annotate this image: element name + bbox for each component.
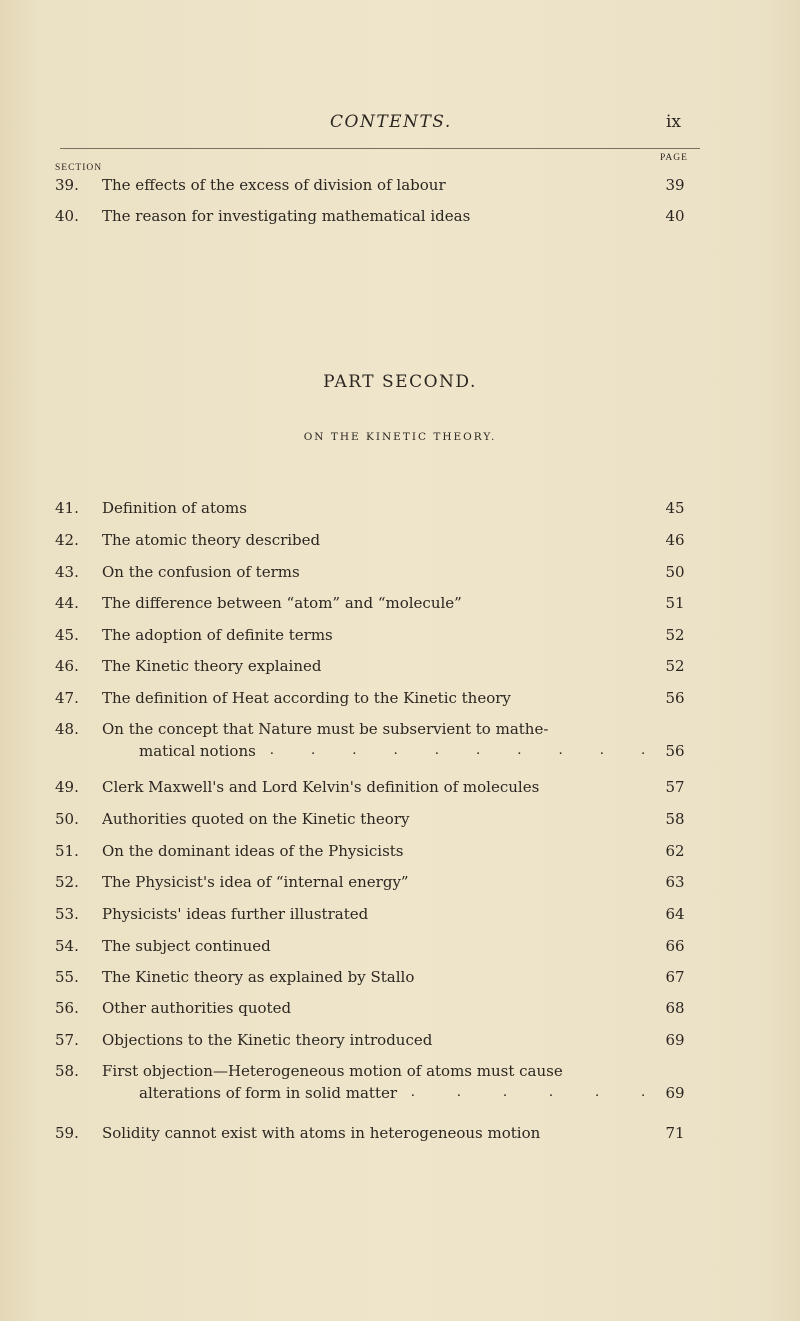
section-column-label: SECTION: [55, 163, 103, 173]
section-number: 55.: [55, 968, 79, 986]
page-number: 51: [665, 594, 685, 612]
page-number: 58: [665, 810, 685, 828]
section-number: 48.: [55, 720, 79, 738]
running-head: [0, 112, 800, 136]
section-number: 53.: [55, 905, 79, 923]
page-number: 67: [665, 968, 685, 986]
section-number: 59.: [55, 1124, 79, 1142]
page-number: 69: [665, 1084, 685, 1102]
section-number: 54.: [55, 937, 79, 955]
section-number: 52.: [55, 873, 79, 891]
section-title: The atomic theory described: [102, 531, 321, 549]
page-number: 57: [665, 778, 685, 796]
section-number: 50.: [55, 810, 79, 828]
section-number: 43.: [55, 563, 79, 581]
section-title: The Physicist's idea of “internal energy”: [102, 873, 409, 891]
section-title: On the concept that Nature must be subservient to mathe-: [102, 720, 549, 738]
section-title: The adoption of definite terms: [102, 626, 333, 644]
section-number: 51.: [55, 842, 79, 860]
page-number: 40: [665, 207, 685, 225]
section-number: 58.: [55, 1062, 79, 1080]
section-title: The definition of Heat according to the Kinetic theory: [102, 689, 511, 707]
section-title: The subject continued: [102, 937, 271, 955]
section-title: Objections to the Kinetic theory introduced: [102, 1031, 433, 1049]
section-title: The Kinetic theory explained: [102, 657, 322, 675]
page-number: 64: [665, 905, 685, 923]
section-number: 45.: [55, 626, 79, 644]
page-number: 52: [665, 626, 685, 644]
leader-dots: . . . . . .: [411, 1084, 645, 1100]
page-number: 45: [665, 499, 685, 517]
section-title: Definition of atoms: [102, 499, 247, 517]
page-number: 39: [665, 176, 685, 194]
part-subheading: ON THE KINETIC THEORY.: [303, 431, 497, 443]
section-number: 46.: [55, 657, 79, 675]
page-number: 66: [665, 937, 685, 955]
section-title: Other authorities quoted: [102, 999, 292, 1017]
page-column-label: PAGE: [660, 153, 688, 163]
page-number: 68: [665, 999, 685, 1017]
section-title-continuation: matical notions: [139, 742, 256, 760]
section-number: 49.: [55, 778, 79, 796]
section-number: 40.: [55, 207, 79, 225]
section-title-continuation: alterations of form in solid matter: [139, 1084, 398, 1102]
running-head-title: CONTENTS.: [330, 112, 452, 132]
page-number: 62: [665, 842, 685, 860]
section-title: The difference between “atom” and “molecule”: [102, 594, 462, 612]
section-title: Physicists' ideas further illustrated: [102, 905, 369, 923]
page-number: 71: [665, 1124, 685, 1142]
page-number: 63: [665, 873, 685, 891]
page-number: 56: [665, 742, 685, 760]
section-title: The Kinetic theory as explained by Stallo: [102, 968, 415, 986]
section-title: Authorities quoted on the Kinetic theory: [102, 810, 410, 828]
part-heading: PART SECOND.: [323, 372, 477, 392]
page-number: 52: [665, 657, 685, 675]
head-rule: [60, 148, 700, 149]
section-title: On the confusion of terms: [102, 563, 300, 581]
section-number: 41.: [55, 499, 79, 517]
section-number: 44.: [55, 594, 79, 612]
section-title: On the dominant ideas of the Physicists: [102, 842, 404, 860]
leader-dots: . . . . . . . . . .: [270, 742, 645, 758]
page-number: 56: [665, 689, 685, 707]
page-number: 46: [665, 531, 685, 549]
section-title: Solidity cannot exist with atoms in heterogeneous motion: [102, 1124, 541, 1142]
section-number: 47.: [55, 689, 79, 707]
section-title: The effects of the excess of division of labour: [102, 176, 446, 194]
section-title: First objection—Heterogeneous motion of atoms must cause: [102, 1062, 563, 1080]
page-folio: ix: [666, 112, 682, 132]
section-number: 42.: [55, 531, 79, 549]
section-number: 57.: [55, 1031, 79, 1049]
section-title: The reason for investigating mathematical ideas: [102, 207, 471, 225]
section-number: 56.: [55, 999, 79, 1017]
section-title: Clerk Maxwell's and Lord Kelvin's definition of molecules: [102, 778, 540, 796]
page-number: 50: [665, 563, 685, 581]
section-number: 39.: [55, 176, 79, 194]
page-number: 69: [665, 1031, 685, 1049]
